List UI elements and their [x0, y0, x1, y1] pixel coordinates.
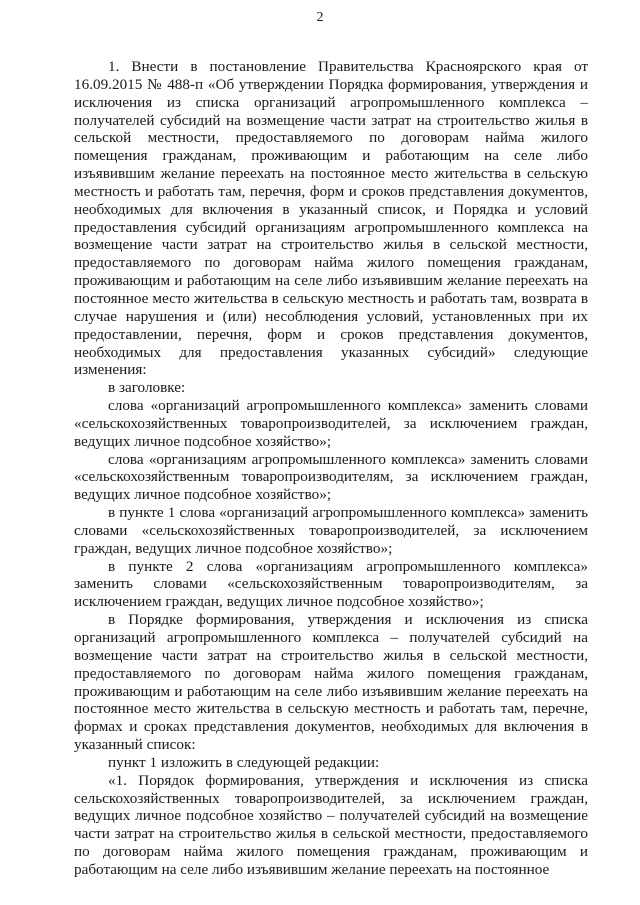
paragraph-item-2: в пункте 2 слова «организациям агропромышленного комплекса» заменить словами «сельскохозяйственным товаропроизводителям, за исключением граждан, ведущих личное подсобное хозяйство»;	[74, 557, 588, 611]
paragraph-procedure: в Порядке формирования, утверждения и исключения из списка организаций агропромышленного комплекса – получателей субсидий на возмещение части затрат на строительство жилья в сельской местности, предоставляемого по договорам найма жилого помещения гражданам, проживающим и работающим на селе либо изъявившим желание переехать на постоянное место жительства в сельскую местность и работать там, перечне, формах и сроках представления документов, необходимых для включения в указанный список:	[74, 611, 588, 754]
paragraph-item-1-new-wording: пункт 1 изложить в следующей редакции:	[108, 753, 380, 771]
paragraph-amendment-intro: 1. Внести в постановление Правительства Красноярского края от 16.09.2015 № 488-п «Об утверждении Порядка формирования, утверждения и исключения из списка организаций агропромышленного комплекса – получателей субсидий на возмещение части затрат на строительство жилья в сельской местности, предоставляемого по договорам найма жилого помещения гражданам, проживающим и работающим на селе либо изъявившим желание переехать на постоянное место жительства в сельскую местность и работать там, перечня, форм и сроков представления документов, необходимых для включения в указанный список, и Порядка и условий предоставления субсидий организациям агропромышленного комплекса на возмещение части затрат на строительство жилья в сельской местности, предоставляемого по договорам найма жилого помещения гражданам, проживающим и работающим на селе либо изъявившим желание переехать на постоянное место жительства в сельскую местность и работать там, возврата в случае нарушения и (или) несоблюдения условий, установленных при их предоставлении, перечня, форм и сроков представления документов, необходимых для предоставления указанных субсидий» следующие изменения:	[74, 58, 588, 379]
paragraph-item-1: в пункте 1 слова «организаций агропромышленного комплекса» заменить словами «сельскохозяйственных товаропроизводителей, за исключением граждан, ведущих личное подсобное хозяйство»;	[74, 504, 588, 557]
page-number: 2	[316, 10, 324, 25]
paragraph-in-title: в заголовке:	[108, 379, 186, 397]
body-text	[74, 58, 588, 879]
paragraph-quoted-item-1: «1. Порядок формирования, утверждения и исключения из списка сельскохозяйственных товаропроизводителей, за исключением граждан, ведущих личное подсобное хозяйство – получателей субсидий на возмещение части затрат на строительство жилья в сельской местности, предоставляемого по договорам найма жилого помещения гражданам, проживающим и работающим на селе либо изъявившим желание переехать на постоянное	[74, 771, 588, 878]
paragraph-replace-organizations: слова «организаций агропромышленного комплекса» заменить словами «сельскохозяйственных товаропроизводителей, за исключением граждан, ведущих личное подсобное хозяйство»;	[74, 397, 588, 450]
paragraph-replace-organizations-dative: слова «организациям агропромышленного комплекса» заменить словами «сельскохозяйственным товаропроизводителям, за исключением граждан, ведущих личное подсобное хозяйство»;	[74, 450, 588, 504]
